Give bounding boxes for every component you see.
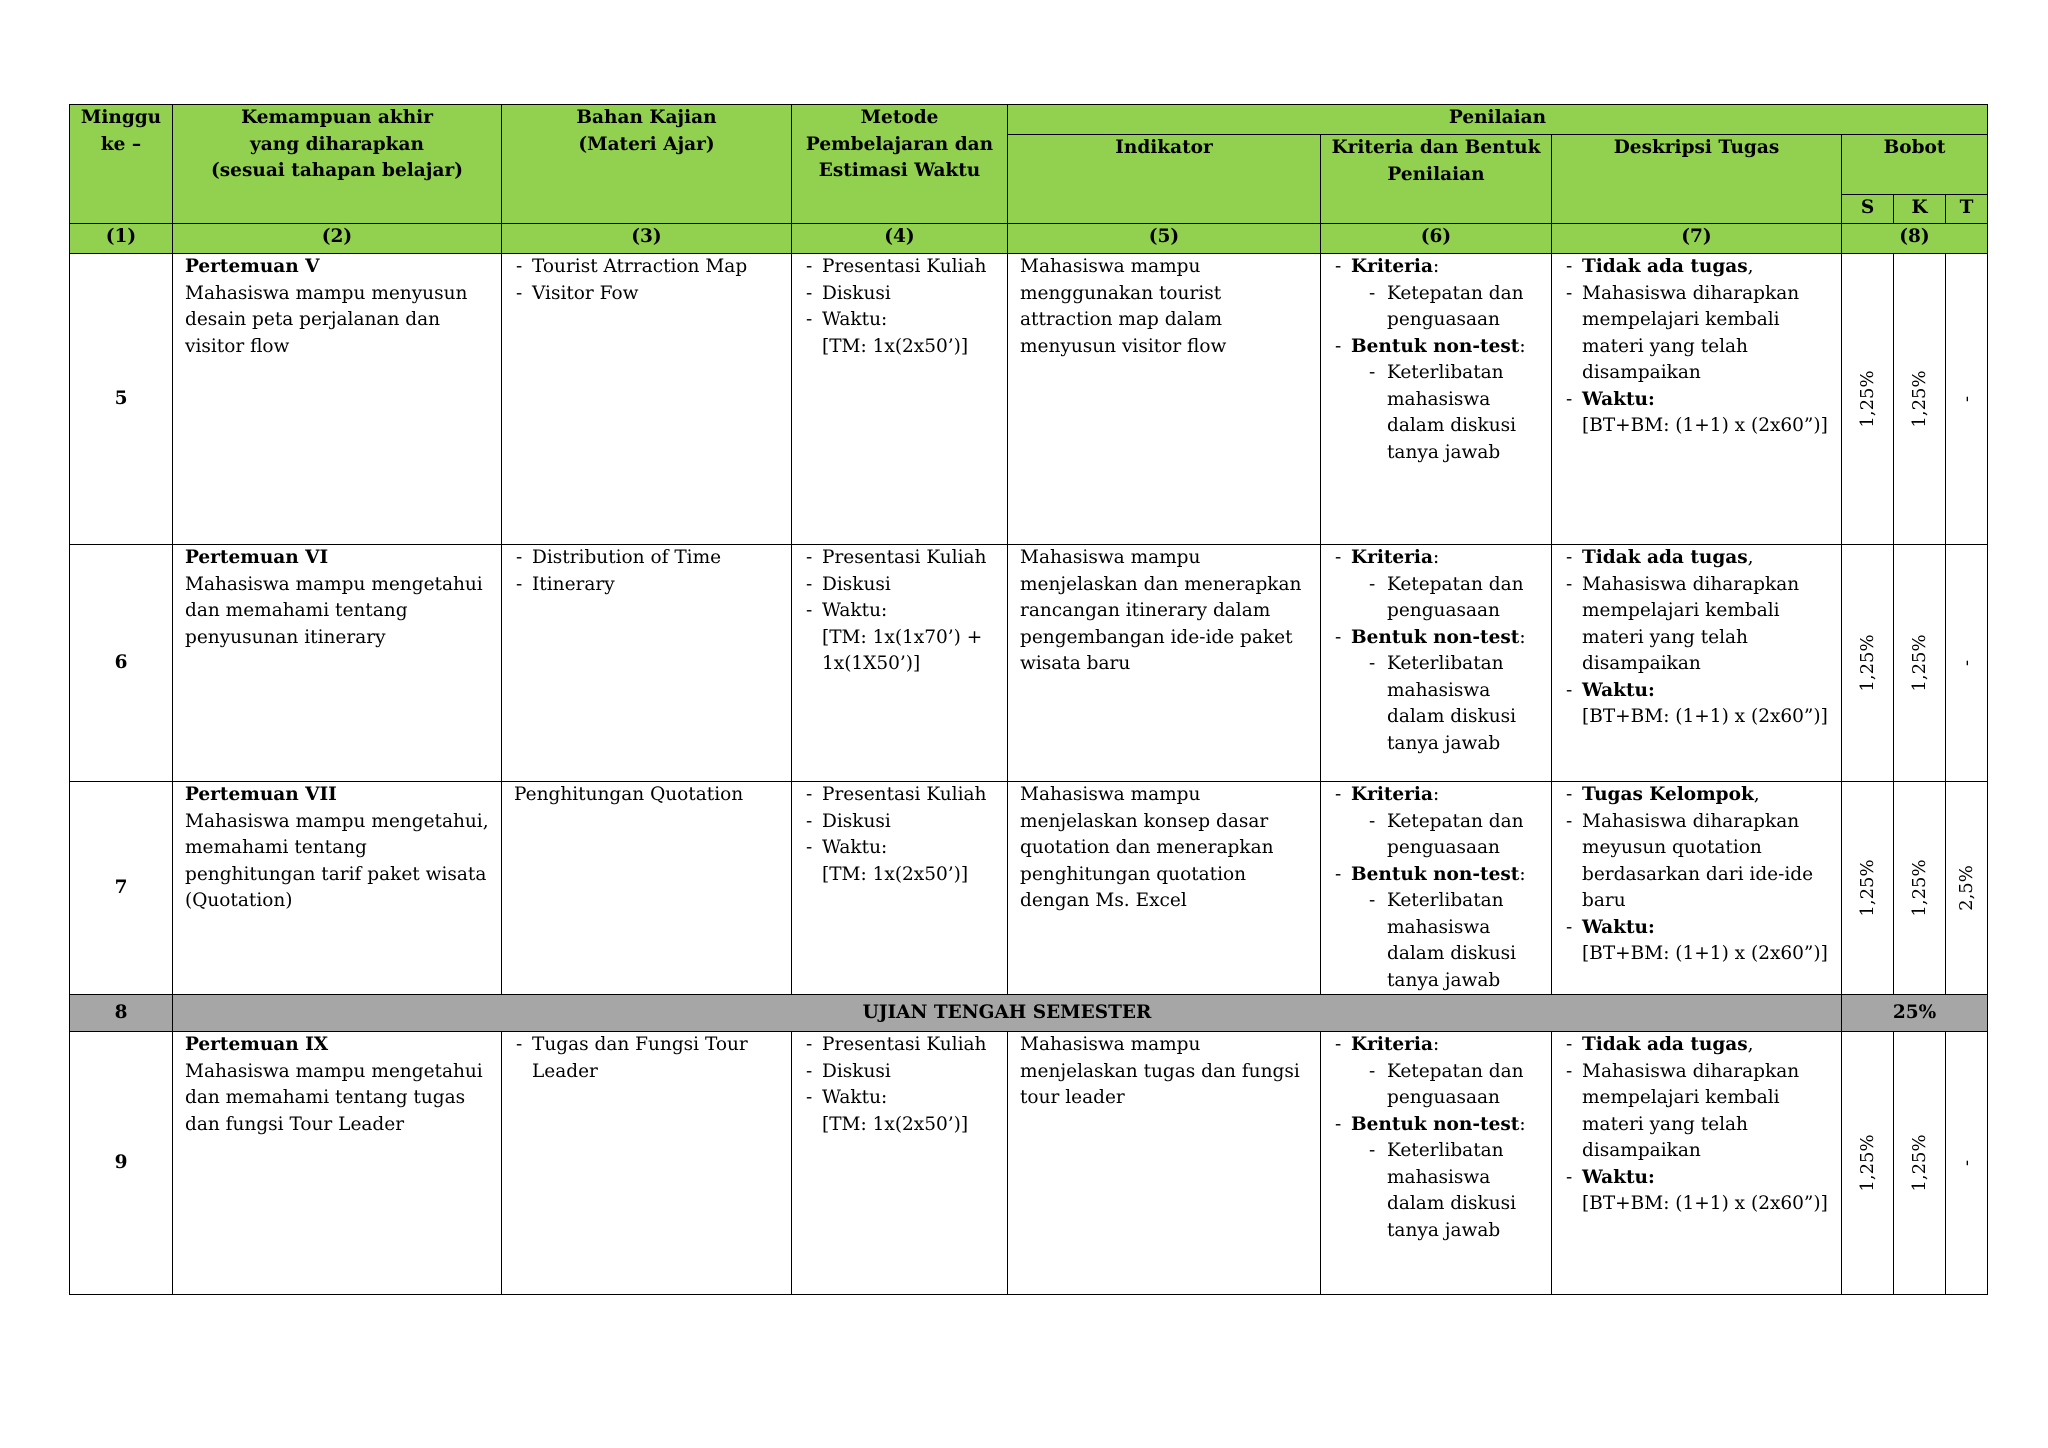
list-item: - Tourist Atrraction Map — [514, 254, 779, 281]
kriteria-items — [1351, 281, 1539, 334]
header-num-3: (3) — [502, 224, 792, 254]
list-item: - Keterlibatan mahasiswa dalam diskusi tanya jawab — [1351, 651, 1539, 757]
bentuk-items — [1351, 651, 1539, 757]
kriteria-items — [1351, 572, 1539, 625]
metode-waktu: [TM: 1x(2x50’)] — [822, 863, 969, 885]
metode-waktu: [TM: 1x(2x50’)] — [822, 335, 969, 357]
header-penilaian: Penilaian — [1008, 105, 1988, 135]
kriteria-label: Kriteria — [1351, 547, 1433, 568]
pertemuan-title: Pertemuan IX — [185, 1034, 329, 1055]
metode-cell — [792, 254, 1008, 545]
metode-list — [804, 1032, 995, 1112]
indikator-cell: Mahasiswa mampu menjelaskan tugas dan fungsi tour leader — [1008, 1032, 1321, 1295]
bentuk-label: Bentuk non-test — [1351, 335, 1520, 357]
kemampuan-cell — [173, 545, 502, 782]
bobot-k: 1,25% — [1894, 545, 1946, 782]
bobot-k: 1,25% — [1894, 254, 1946, 545]
bahan-list — [514, 1032, 779, 1085]
bobot-t: - — [1946, 254, 1988, 545]
header-num-5: (5) — [1008, 224, 1321, 254]
list-item: - Presentasi Kuliah — [804, 782, 995, 809]
table-row — [70, 1032, 1988, 1295]
kriteria-list: - Kriteria: - Ketepatan dan penguasaan - Bentuk non-test: - Keterlibatan mahasiswa dalam diskusi tanya jawab — [1333, 545, 1539, 757]
list-item: - Keterlibatan mahasiswa dalam diskusi tanya jawab — [1351, 888, 1539, 994]
list-item: - Ketepatan dan penguasaan — [1351, 1059, 1539, 1112]
metode-waktu: [TM: 1x(2x50’)] — [822, 1113, 969, 1135]
header-num-7: (7) — [1552, 224, 1842, 254]
waktu-value: [BT+BM: (1+1) x (2x60”)] — [1582, 706, 1828, 727]
header-num-4: (4) — [792, 224, 1008, 254]
uts-week: 8 — [70, 995, 173, 1032]
kemampuan-cell — [173, 254, 502, 545]
pertemuan-title: Pertemuan V — [185, 256, 320, 277]
kriteria-label: Kriteria — [1351, 256, 1433, 277]
kriteria-items — [1351, 809, 1539, 862]
kriteria-label: Kriteria — [1351, 1034, 1433, 1055]
bentuk-items — [1351, 888, 1539, 994]
bahan-text: Penghitungan Quotation — [514, 784, 744, 805]
kriteria-items — [1351, 1059, 1539, 1112]
kemampuan-text: Mahasiswa mampu mengetahui, memahami tentang penghitungan tarif paket wisata (Quotation) — [185, 810, 489, 911]
header-kriteria: Kriteria dan Bentuk Penilaian — [1321, 135, 1552, 224]
waktu-label: Waktu: — [1582, 679, 1655, 701]
deskripsi-list: - Tidak ada tugas, - Mahasiswa diharapkan mempelajari kembali materi yang telah disampaikan - Waktu: [BT+BM: (1+1) x (2x60”)] — [1564, 1032, 1829, 1218]
list-item: - Ketepatan dan penguasaan — [1351, 281, 1539, 334]
metode-list — [804, 254, 995, 334]
list-item: - Visitor Fow — [514, 281, 779, 308]
deskripsi-cell — [1552, 782, 1842, 995]
week-number: 5 — [70, 254, 173, 545]
header-k: K — [1894, 195, 1946, 224]
header-num-2: (2) — [173, 224, 502, 254]
kriteria-list: - Kriteria: - Ketepatan dan penguasaan - Bentuk non-test: - Keterlibatan mahasiswa dalam diskusi tanya jawab — [1333, 254, 1539, 466]
kemampuan-text: Mahasiswa mampu mengetahui dan memahami tentang tugas dan fungsi Tour Leader — [185, 1060, 483, 1135]
tugas-desc: - Mahasiswa diharapkan mempelajari kembali materi yang telah disampaikan — [1564, 281, 1829, 387]
list-item: - Presentasi Kuliah — [804, 254, 995, 281]
list-item: - Waktu: — [804, 307, 995, 334]
kriteria-cell — [1321, 782, 1552, 995]
header-metode: Metode Pembelajaran dan Estimasi Waktu — [792, 105, 1008, 224]
list-item: - Presentasi Kuliah — [804, 545, 995, 572]
bobot-t: - — [1946, 545, 1988, 782]
metode-list — [804, 782, 995, 862]
list-item: - Itinerary — [514, 572, 779, 599]
waktu-label: Waktu: — [1582, 916, 1655, 938]
bobot-t: - — [1946, 1032, 1988, 1295]
header-t: T — [1946, 195, 1988, 224]
list-item: - Distribution of Time — [514, 545, 779, 572]
list-item: - Waktu: — [804, 1085, 995, 1112]
bahan-cell — [502, 1032, 792, 1295]
header-num-1: (1) — [70, 224, 173, 254]
metode-cell — [792, 782, 1008, 995]
metode-waktu: [TM: 1x(1x70’) + 1x(1X50’)] — [822, 626, 983, 674]
list-item: - Keterlibatan mahasiswa dalam diskusi tanya jawab — [1351, 360, 1539, 466]
tugas-label: Tugas Kelompok — [1582, 784, 1754, 805]
indikator-cell: Mahasiswa mampu menjelaskan konsep dasar quotation dan menerapkan penghitungan quotation dengan Ms. Excel — [1008, 782, 1321, 995]
kriteria-cell — [1321, 545, 1552, 782]
header-num-6: (6) — [1321, 224, 1552, 254]
table-header — [70, 105, 1988, 254]
list-item: - Tugas dan Fungsi Tour Leader — [514, 1032, 779, 1085]
header-s: S — [1842, 195, 1894, 224]
list-item: - Ketepatan dan penguasaan — [1351, 572, 1539, 625]
metode-list — [804, 545, 995, 625]
pertemuan-title: Pertemuan VI — [185, 547, 329, 568]
kriteria-cell — [1321, 254, 1552, 545]
uts-bobot: 25% — [1842, 995, 1988, 1032]
kemampuan-text: Mahasiswa mampu menyusun desain peta perjalanan dan visitor flow — [185, 282, 468, 357]
bahan-list — [514, 254, 779, 307]
tugas-label: Tidak ada tugas — [1582, 1034, 1748, 1055]
list-item: - Diskusi — [804, 281, 995, 308]
deskripsi-cell — [1552, 1032, 1842, 1295]
rps-table — [69, 104, 1988, 1295]
table-row — [70, 782, 1988, 995]
list-item: - Waktu: — [804, 598, 995, 625]
deskripsi-list: - Tugas Kelompok, - Mahasiswa diharapkan meyusun quotation berdasarkan dari ide-ide baru - Waktu: [BT+BM: (1+1) x (2x60”)] — [1564, 782, 1829, 968]
list-item: - Diskusi — [804, 572, 995, 599]
bentuk-label: Bentuk non-test — [1351, 863, 1520, 885]
kemampuan-cell — [173, 782, 502, 995]
bobot-s: 1,25% — [1842, 254, 1894, 545]
kriteria-cell — [1321, 1032, 1552, 1295]
waktu-value: [BT+BM: (1+1) x (2x60”)] — [1582, 415, 1828, 436]
header-kemampuan: Kemampuan akhir yang diharapkan (sesuai tahapan belajar) — [173, 105, 502, 224]
table-row — [70, 545, 1988, 782]
list-item: - Keterlibatan mahasiswa dalam diskusi tanya jawab — [1351, 1138, 1539, 1244]
header-bobot: Bobot — [1842, 135, 1988, 195]
bobot-k: 1,25% — [1894, 782, 1946, 995]
list-item: - Diskusi — [804, 809, 995, 836]
header-deskripsi: Deskripsi Tugas — [1552, 135, 1842, 224]
deskripsi-list: - Tidak ada tugas, - Mahasiswa diharapkan mempelajari kembali materi yang telah disampaikan - Waktu: [BT+BM: (1+1) x (2x60”)] — [1564, 545, 1829, 731]
kemampuan-cell — [173, 1032, 502, 1295]
uts-row — [70, 995, 1988, 1032]
table-row — [70, 254, 1988, 545]
tugas-desc: - Mahasiswa diharapkan mempelajari kembali materi yang telah disampaikan — [1564, 1059, 1829, 1165]
bahan-list — [514, 545, 779, 598]
header-num-8: (8) — [1842, 224, 1988, 254]
kriteria-list: - Kriteria: - Ketepatan dan penguasaan - Bentuk non-test: - Keterlibatan mahasiswa dalam diskusi tanya jawab — [1333, 782, 1539, 994]
list-item: - Waktu: — [804, 835, 995, 862]
deskripsi-cell — [1552, 545, 1842, 782]
week-number: 7 — [70, 782, 173, 995]
indikator-cell: Mahasiswa mampu menggunakan tourist attraction map dalam menyusun visitor flow — [1008, 254, 1321, 545]
header-number-row — [70, 224, 1988, 254]
uts-label: UJIAN TENGAH SEMESTER — [173, 995, 1842, 1032]
header-bahan: Bahan Kajian (Materi Ajar) — [502, 105, 792, 224]
bahan-cell — [502, 254, 792, 545]
metode-cell — [792, 545, 1008, 782]
week-number: 9 — [70, 1032, 173, 1295]
indikator-cell: Mahasiswa mampu menjelaskan dan menerapkan rancangan itinerary dalam pengembangan ide-ide paket wisata baru — [1008, 545, 1321, 782]
pertemuan-title: Pertemuan VII — [185, 784, 337, 805]
waktu-value: [BT+BM: (1+1) x (2x60”)] — [1582, 1193, 1828, 1214]
bahan-cell — [502, 545, 792, 782]
tugas-label: Tidak ada tugas — [1582, 547, 1748, 568]
list-item: - Presentasi Kuliah — [804, 1032, 995, 1059]
header-minggu: Minggu ke – — [70, 105, 173, 224]
kriteria-label: Kriteria — [1351, 784, 1433, 805]
waktu-label: Waktu: — [1582, 1166, 1655, 1188]
list-item: - Diskusi — [804, 1059, 995, 1086]
waktu-value: [BT+BM: (1+1) x (2x60”)] — [1582, 943, 1828, 964]
bentuk-label: Bentuk non-test — [1351, 1113, 1520, 1135]
tugas-desc: - Mahasiswa diharapkan meyusun quotation berdasarkan dari ide-ide baru — [1564, 809, 1829, 915]
bentuk-label: Bentuk non-test — [1351, 626, 1520, 648]
metode-cell — [792, 1032, 1008, 1295]
kemampuan-text: Mahasiswa mampu mengetahui dan memahami tentang penyusunan itinerary — [185, 573, 483, 648]
bentuk-items — [1351, 360, 1539, 466]
deskripsi-list: - Tidak ada tugas, - Mahasiswa diharapkan mempelajari kembali materi yang telah disampaikan - Waktu: [BT+BM: (1+1) x (2x60”)] — [1564, 254, 1829, 440]
bobot-s: 1,25% — [1842, 1032, 1894, 1295]
bentuk-items — [1351, 1138, 1539, 1244]
table-body — [70, 254, 1988, 1295]
kriteria-list: - Kriteria: - Ketepatan dan penguasaan - Bentuk non-test: - Keterlibatan mahasiswa dalam diskusi tanya jawab — [1333, 1032, 1539, 1244]
header-indikator: Indikator — [1008, 135, 1321, 224]
bahan-cell — [502, 782, 792, 995]
deskripsi-cell — [1552, 254, 1842, 545]
week-number: 6 — [70, 545, 173, 782]
bobot-s: 1,25% — [1842, 545, 1894, 782]
bobot-k: 1,25% — [1894, 1032, 1946, 1295]
bobot-s: 1,25% — [1842, 782, 1894, 995]
tugas-desc: - Mahasiswa diharapkan mempelajari kembali materi yang telah disampaikan — [1564, 572, 1829, 678]
tugas-label: Tidak ada tugas — [1582, 256, 1748, 277]
list-item: - Ketepatan dan penguasaan — [1351, 809, 1539, 862]
bobot-t: 2,5% — [1946, 782, 1988, 995]
waktu-label: Waktu: — [1582, 388, 1655, 410]
